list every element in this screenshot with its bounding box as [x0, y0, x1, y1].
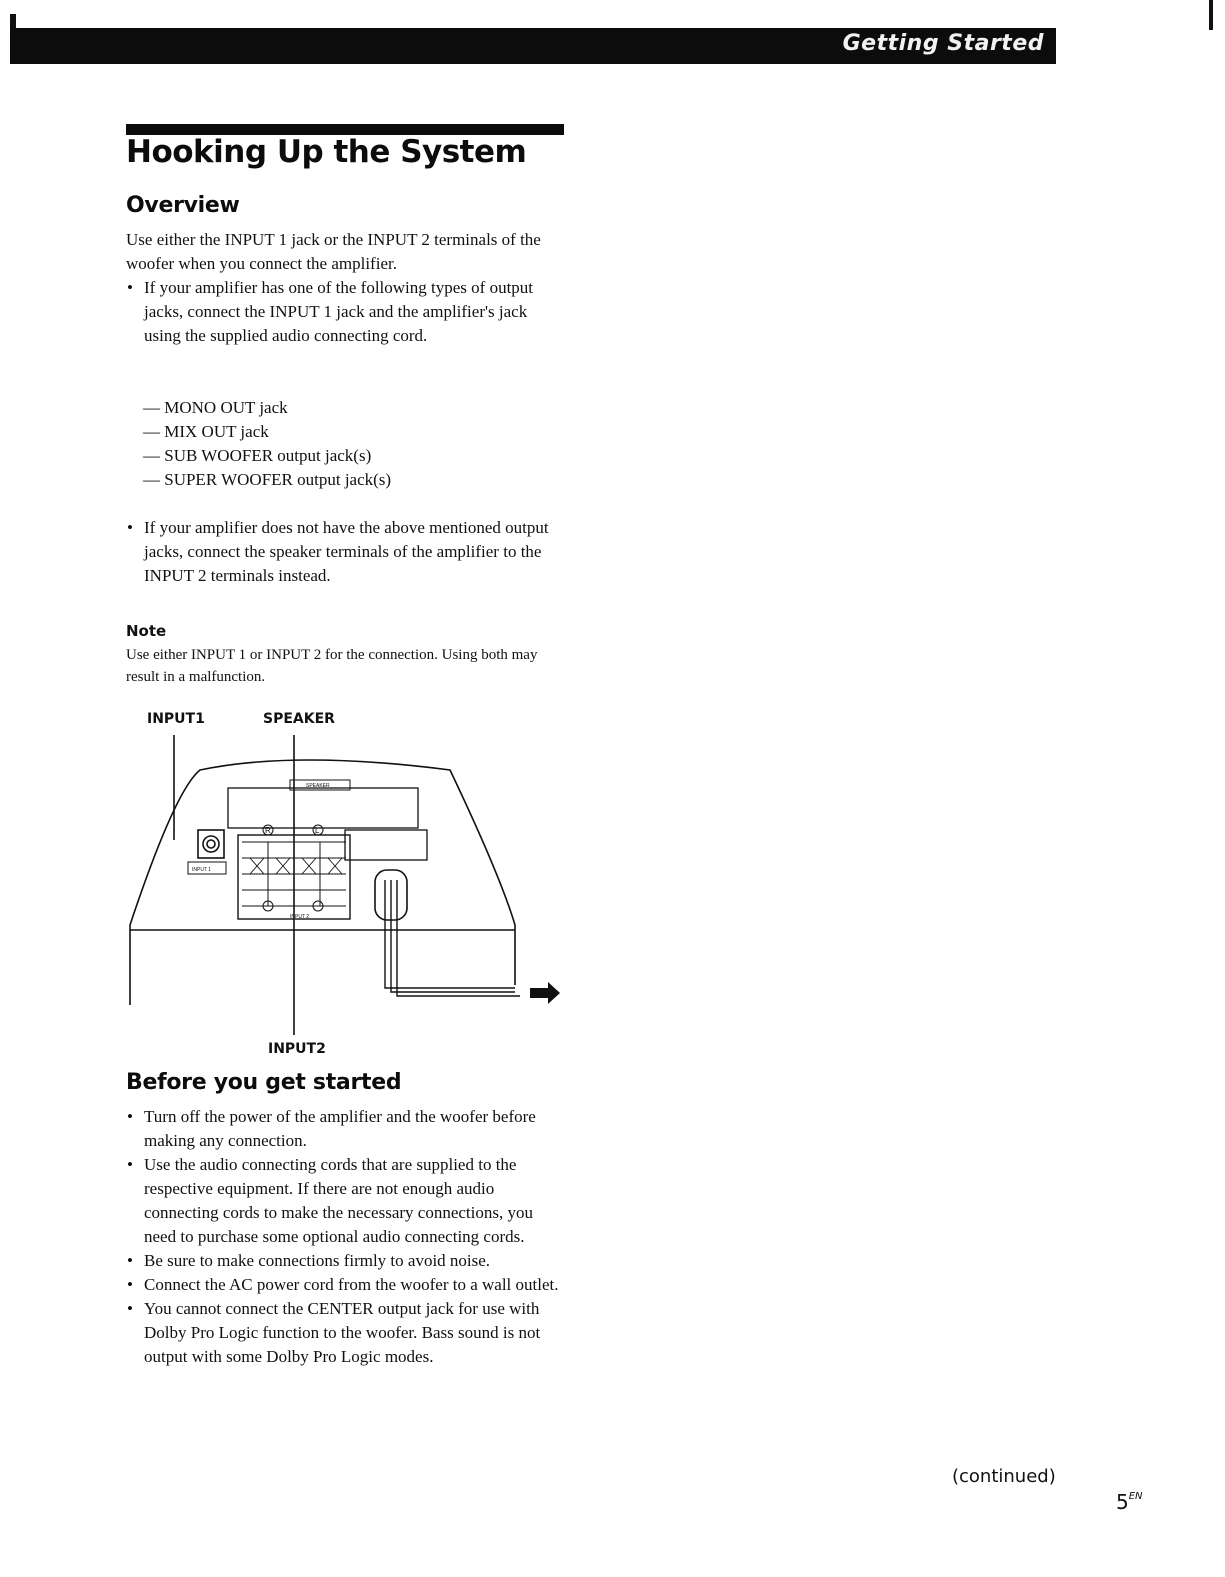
- before-list: [126, 1105, 566, 1369]
- list-item: • If your amplifier does not have the above mentioned output jacks, connect the speaker terminals of the amplifier to the INPUT 2 terminals instead.: [126, 516, 566, 588]
- crop-mark: [1209, 0, 1213, 30]
- section-header-bar: [10, 28, 1056, 64]
- page-title: Hooking Up the System: [126, 134, 527, 170]
- list-item: • Use the audio connecting cords that are supplied to the respective equipment. If there are not enough audio connecting cords to make the necessary connections, you need to purchase some optional audio connecting cords.: [126, 1153, 566, 1249]
- woofer-outline: [130, 760, 515, 1005]
- terminal-l-label: L: [315, 826, 320, 835]
- note-label: Note: [126, 622, 167, 640]
- overview-heading: Overview: [126, 193, 240, 218]
- panel-input1-label: INPUT 1: [192, 867, 212, 873]
- overview-bullets-2: [126, 516, 566, 588]
- continued-label: (continued): [952, 1466, 1056, 1487]
- list-item: • You cannot connect the CENTER output jack for use with Dolby Pro Logic function to the woofer. Bass sound is not output with some Dolby Pro Logic modes.: [126, 1297, 566, 1369]
- panel-speaker-label: SPEAKER: [306, 783, 330, 789]
- page-number: [1116, 1490, 1143, 1514]
- label-input1: INPUT1: [147, 711, 205, 727]
- label-speaker: SPEAKER: [263, 711, 335, 727]
- list-item: • Turn off the power of the amplifier and the woofer before making any connection.: [126, 1105, 566, 1153]
- page-suffix: EN: [1128, 1491, 1143, 1502]
- list-item: — SUPER WOOFER output jack(s): [143, 468, 391, 492]
- label-input2: INPUT2: [268, 1041, 326, 1057]
- list-item: • Connect the AC power cord from the woofer to a wall outlet.: [126, 1273, 566, 1297]
- note-text: Use either INPUT 1 or INPUT 2 for the connection. Using both may result in a malfunction.: [126, 647, 538, 685]
- before-heading: Before you get started: [126, 1070, 402, 1095]
- list-item: • Be sure to make connections firmly to avoid noise.: [126, 1249, 566, 1273]
- jack-type-list: [143, 396, 391, 492]
- list-item: — MIX OUT jack: [143, 420, 391, 444]
- section-title: Getting Started: [842, 31, 1044, 56]
- connection-diagram: [120, 730, 570, 1040]
- page-number-value: 5: [1116, 1490, 1129, 1514]
- overview-intro: Use either the INPUT 1 jack or the INPUT 2 terminals of the woofer when you connect the amplifier.: [126, 230, 541, 273]
- overview-bullets-1: [126, 276, 566, 348]
- list-item: • If your amplifier has one of the following types of output jacks, connect the INPUT 1 jack and the amplifier's jack using the supplied audio connecting cord.: [126, 276, 566, 348]
- list-item: — MONO OUT jack: [143, 396, 391, 420]
- list-item: — SUB WOOFER output jack(s): [143, 444, 391, 468]
- terminal-r-label: R: [265, 826, 271, 835]
- panel-input2-label: INPUT 2: [290, 914, 310, 920]
